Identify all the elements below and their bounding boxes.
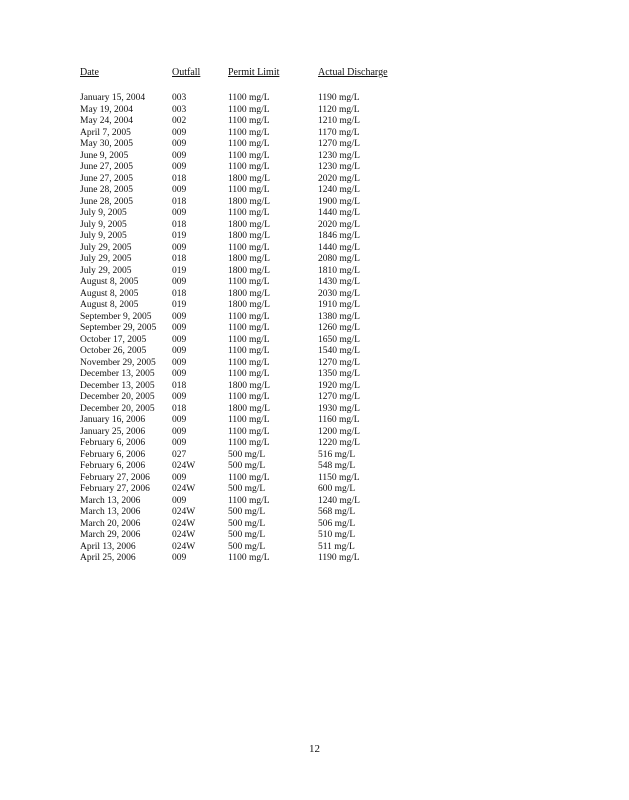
page-number: 12 [309, 743, 320, 755]
cell-outfall: 018 [172, 288, 187, 299]
table-row [80, 484, 400, 496]
cell-date: September 29, 2005 [80, 323, 157, 333]
cell-date: May 19, 2004 [80, 104, 134, 115]
header-actual-discharge: Actual Discharge [318, 67, 388, 78]
cell-actual-discharge: 1150 mg/L [318, 472, 360, 483]
cell-permit-limit: 1100 mg/L [228, 495, 270, 506]
table-row [80, 197, 400, 209]
cell-date: December 20, 2005 [80, 392, 155, 402]
table-row [80, 266, 400, 278]
cell-permit-limit: 1100 mg/L [228, 104, 270, 115]
table-row [80, 243, 400, 255]
cell-outfall: 024W [172, 507, 196, 517]
cell-permit-limit: 1100 mg/L [228, 472, 270, 483]
cell-actual-discharge: 1900 mg/L [318, 196, 360, 207]
cell-permit-limit: 1100 mg/L [228, 346, 270, 356]
table-row [80, 542, 400, 554]
cell-actual-discharge: 1240 mg/L [318, 495, 360, 506]
table-row [80, 323, 400, 335]
cell-permit-limit: 1800 mg/L [228, 231, 270, 241]
table-row [80, 93, 400, 105]
cell-permit-limit: 1800 mg/L [228, 380, 270, 391]
table-row [80, 450, 400, 462]
cell-permit-limit: 1100 mg/L [228, 127, 270, 138]
cell-date: August 8, 2005 [80, 277, 139, 287]
cell-actual-discharge: 1230 mg/L [318, 150, 360, 161]
cell-outfall: 009 [172, 472, 187, 483]
cell-date: January 25, 2006 [80, 426, 146, 437]
cell-permit-limit: 1800 mg/L [228, 254, 270, 264]
cell-permit-limit: 1100 mg/L [228, 426, 270, 437]
cell-actual-discharge: 1170 mg/L [318, 127, 360, 138]
cell-outfall: 003 [172, 104, 187, 115]
cell-date: December 13, 2005 [80, 380, 155, 391]
header-permit-limit-cell [228, 66, 318, 80]
cell-permit-limit: 1100 mg/L [228, 438, 270, 448]
cell-outfall: 009 [172, 438, 187, 448]
cell-permit-limit: 1100 mg/L [228, 311, 270, 322]
table-row [80, 358, 400, 370]
cell-outfall: 024W [172, 541, 196, 552]
table-row [80, 438, 400, 450]
cell-outfall: 027 [172, 449, 187, 460]
cell-actual-discharge: 1440 mg/L [318, 242, 360, 253]
cell-date: July 9, 2005 [80, 219, 127, 230]
cell-outfall: 019 [172, 300, 187, 310]
cell-actual-discharge: 568 mg/L [318, 507, 356, 517]
cell-outfall: 009 [172, 495, 187, 506]
cell-date: July 29, 2005 [80, 254, 132, 264]
cell-outfall: 009 [172, 311, 187, 322]
cell-date: August 8, 2005 [80, 288, 139, 299]
cell-outfall: 009 [172, 357, 187, 368]
discharge-table [80, 66, 400, 565]
table-row [80, 404, 400, 416]
cell-date: July 29, 2005 [80, 265, 132, 276]
cell-permit-limit: 1100 mg/L [228, 242, 270, 253]
cell-outfall: 019 [172, 231, 187, 241]
table-row [80, 553, 400, 565]
cell-permit-limit: 1100 mg/L [228, 392, 270, 402]
cell-actual-discharge: 1540 mg/L [318, 346, 360, 356]
cell-date: March 29, 2006 [80, 530, 141, 540]
cell-actual-discharge: 1120 mg/L [318, 104, 360, 115]
cell-actual-discharge: 548 mg/L [318, 461, 356, 471]
cell-outfall: 009 [172, 323, 187, 333]
cell-actual-discharge: 1270 mg/L [318, 139, 360, 149]
table-body [80, 93, 400, 565]
cell-outfall: 009 [172, 162, 187, 172]
cell-permit-limit: 500 mg/L [228, 449, 266, 460]
cell-outfall: 018 [172, 219, 187, 230]
cell-permit-limit: 500 mg/L [228, 461, 266, 471]
cell-outfall: 009 [172, 334, 187, 345]
cell-date: October 17, 2005 [80, 334, 147, 345]
cell-outfall: 024W [172, 461, 196, 471]
cell-actual-discharge: 1190 mg/L [318, 93, 360, 103]
cell-outfall: 009 [172, 242, 187, 253]
table-row [80, 151, 400, 163]
cell-outfall: 018 [172, 254, 187, 264]
cell-actual-discharge: 1270 mg/L [318, 392, 360, 402]
cell-actual-discharge: 1160 mg/L [318, 415, 360, 425]
cell-permit-limit: 1100 mg/L [228, 150, 270, 161]
cell-permit-limit: 1800 mg/L [228, 173, 270, 184]
cell-outfall: 009 [172, 392, 187, 402]
table-row [80, 507, 400, 519]
cell-date: July 9, 2005 [80, 231, 127, 241]
cell-actual-discharge: 506 mg/L [318, 518, 356, 529]
cell-actual-discharge: 1190 mg/L [318, 553, 360, 563]
cell-date: February 6, 2006 [80, 449, 146, 460]
cell-date: June 9, 2005 [80, 150, 129, 161]
cell-actual-discharge: 2020 mg/L [318, 219, 360, 230]
cell-actual-discharge: 1810 mg/L [318, 265, 360, 276]
cell-date: October 26, 2005 [80, 346, 147, 356]
cell-actual-discharge: 1210 mg/L [318, 116, 360, 126]
cell-actual-discharge: 1430 mg/L [318, 277, 360, 287]
cell-outfall: 009 [172, 139, 187, 149]
table-row [80, 381, 400, 393]
cell-outfall: 009 [172, 426, 187, 437]
cell-outfall: 009 [172, 150, 187, 161]
cell-date: January 16, 2006 [80, 415, 146, 425]
cell-outfall: 009 [172, 346, 187, 356]
cell-date: November 29, 2005 [80, 357, 156, 368]
cell-actual-discharge: 2030 mg/L [318, 288, 360, 299]
cell-outfall: 019 [172, 265, 187, 276]
cell-permit-limit: 1100 mg/L [228, 162, 270, 172]
table-row [80, 162, 400, 174]
cell-permit-limit: 500 mg/L [228, 518, 266, 529]
cell-permit-limit: 1100 mg/L [228, 208, 270, 218]
cell-permit-limit: 1800 mg/L [228, 288, 270, 299]
table-row [80, 128, 400, 140]
cell-outfall: 009 [172, 415, 187, 425]
cell-outfall: 009 [172, 208, 187, 218]
cell-date: June 27, 2005 [80, 173, 134, 184]
cell-permit-limit: 500 mg/L [228, 541, 266, 552]
cell-date: May 30, 2005 [80, 139, 134, 149]
cell-permit-limit: 1100 mg/L [228, 415, 270, 425]
cell-date: February 27, 2006 [80, 484, 150, 494]
cell-outfall: 009 [172, 553, 187, 563]
cell-outfall: 003 [172, 93, 187, 103]
cell-actual-discharge: 1846 mg/L [318, 231, 360, 241]
cell-permit-limit: 1100 mg/L [228, 357, 270, 368]
table-row [80, 392, 400, 404]
cell-actual-discharge: 1260 mg/L [318, 323, 360, 333]
cell-permit-limit: 1100 mg/L [228, 334, 270, 345]
cell-actual-discharge: 1910 mg/L [318, 300, 360, 310]
cell-actual-discharge: 1930 mg/L [318, 403, 360, 414]
cell-date: December 20, 2005 [80, 403, 155, 414]
cell-permit-limit: 1100 mg/L [228, 116, 270, 126]
cell-permit-limit: 500 mg/L [228, 530, 266, 540]
cell-date: February 27, 2006 [80, 472, 150, 483]
header-actual-discharge-cell [318, 66, 398, 80]
cell-outfall: 024W [172, 530, 196, 540]
cell-date: June 27, 2005 [80, 162, 134, 172]
cell-permit-limit: 1800 mg/L [228, 300, 270, 310]
table-row [80, 174, 400, 186]
cell-actual-discharge: 2020 mg/L [318, 173, 360, 184]
cell-permit-limit: 1100 mg/L [228, 93, 270, 103]
table-row [80, 519, 400, 531]
cell-actual-discharge: 1200 mg/L [318, 426, 360, 437]
cell-outfall: 018 [172, 196, 187, 207]
cell-date: April 25, 2006 [80, 553, 136, 563]
header-date-cell [80, 66, 172, 80]
cell-permit-limit: 500 mg/L [228, 507, 266, 517]
table-row [80, 427, 400, 439]
table-row [80, 139, 400, 151]
table-row [80, 335, 400, 347]
table-row [80, 300, 400, 312]
cell-date: December 13, 2005 [80, 369, 155, 379]
table-row [80, 116, 400, 128]
cell-outfall: 018 [172, 173, 187, 184]
header-outfall: Outfall [172, 67, 201, 78]
cell-outfall: 002 [172, 116, 187, 126]
table-row [80, 530, 400, 542]
table-row [80, 346, 400, 358]
cell-actual-discharge: 2080 mg/L [318, 254, 360, 264]
table-row [80, 415, 400, 427]
table-header-row [80, 66, 400, 80]
cell-actual-discharge: 510 mg/L [318, 530, 356, 540]
cell-outfall: 024W [172, 484, 196, 494]
cell-date: February 6, 2006 [80, 461, 146, 471]
table-row [80, 277, 400, 289]
cell-permit-limit: 1100 mg/L [228, 553, 270, 563]
cell-permit-limit: 1800 mg/L [228, 265, 270, 276]
table-row [80, 208, 400, 220]
cell-date: April 13, 2006 [80, 541, 136, 552]
table-row [80, 105, 400, 117]
table-row [80, 289, 400, 301]
cell-permit-limit: 500 mg/L [228, 484, 266, 494]
cell-date: July 29, 2005 [80, 242, 132, 253]
cell-outfall: 009 [172, 277, 187, 287]
cell-outfall: 009 [172, 127, 187, 138]
cell-permit-limit: 1800 mg/L [228, 196, 270, 207]
cell-actual-discharge: 1380 mg/L [318, 311, 360, 322]
cell-date: July 9, 2005 [80, 208, 127, 218]
header-date: Date [80, 67, 99, 78]
cell-permit-limit: 1800 mg/L [228, 403, 270, 414]
cell-outfall: 024W [172, 518, 196, 529]
cell-actual-discharge: 511 mg/L [318, 541, 355, 552]
cell-date: August 8, 2005 [80, 300, 139, 310]
cell-permit-limit: 1100 mg/L [228, 185, 270, 195]
table-row [80, 220, 400, 232]
cell-date: September 9, 2005 [80, 311, 152, 322]
cell-actual-discharge: 1650 mg/L [318, 334, 360, 345]
cell-date: May 24, 2004 [80, 116, 134, 126]
cell-actual-discharge: 1440 mg/L [318, 208, 360, 218]
header-outfall-cell [172, 66, 228, 80]
cell-actual-discharge: 516 mg/L [318, 449, 356, 460]
cell-date: January 15, 2004 [80, 93, 146, 103]
cell-actual-discharge: 1240 mg/L [318, 185, 360, 195]
table-row [80, 312, 400, 324]
cell-date: March 20, 2006 [80, 518, 141, 529]
cell-outfall: 009 [172, 185, 187, 195]
cell-date: March 13, 2006 [80, 507, 141, 517]
cell-actual-discharge: 1230 mg/L [318, 162, 360, 172]
cell-permit-limit: 1100 mg/L [228, 323, 270, 333]
table-row [80, 473, 400, 485]
table-row [80, 496, 400, 508]
cell-date: March 13, 2006 [80, 495, 141, 506]
cell-permit-limit: 1100 mg/L [228, 277, 270, 287]
table-row [80, 185, 400, 197]
cell-outfall: 009 [172, 369, 187, 379]
cell-date: June 28, 2005 [80, 196, 134, 207]
cell-date: February 6, 2006 [80, 438, 146, 448]
cell-outfall: 018 [172, 403, 187, 414]
cell-date: April 7, 2005 [80, 127, 131, 138]
header-permit-limit: Permit Limit [228, 67, 280, 78]
cell-outfall: 018 [172, 380, 187, 391]
cell-permit-limit: 1100 mg/L [228, 369, 270, 379]
cell-permit-limit: 1800 mg/L [228, 219, 270, 230]
cell-permit-limit: 1100 mg/L [228, 139, 270, 149]
table-row [80, 231, 400, 243]
cell-actual-discharge: 1350 mg/L [318, 369, 360, 379]
table-row [80, 461, 400, 473]
cell-actual-discharge: 600 mg/L [318, 484, 356, 494]
cell-date: June 28, 2005 [80, 185, 134, 195]
cell-actual-discharge: 1270 mg/L [318, 357, 360, 368]
table-row [80, 369, 400, 381]
cell-actual-discharge: 1220 mg/L [318, 438, 360, 448]
cell-actual-discharge: 1920 mg/L [318, 380, 360, 391]
table-row [80, 254, 400, 266]
